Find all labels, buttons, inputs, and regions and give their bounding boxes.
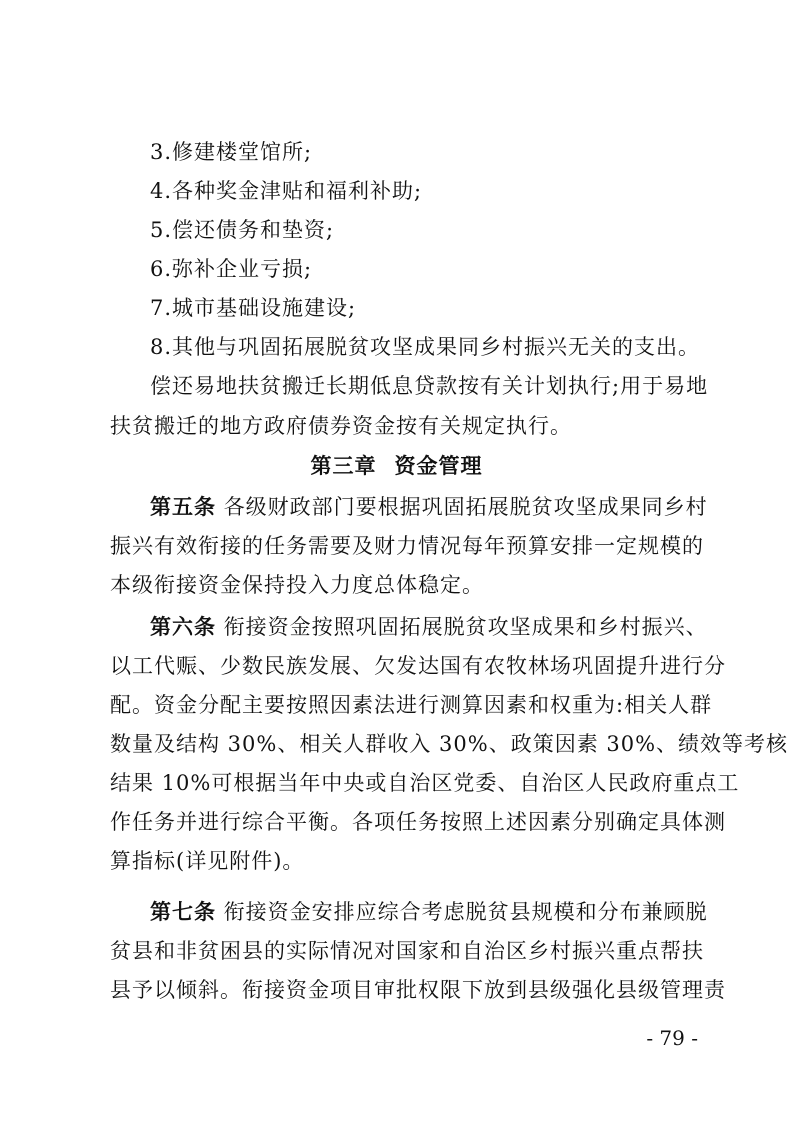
article-6-text: 衔接资金按照巩固拓展脱贫攻坚成果和乡村振兴、 — [223, 615, 708, 639]
article-5-label: 第五条 — [150, 495, 216, 519]
paragraph-line: 县予以倾斜。衔接资金项目审批权限下放到县级强化县级管理责 — [110, 978, 726, 1002]
paragraph-line: 结果 10%可根据当年中央或自治区党委、自治区人民政府重点工 — [110, 771, 740, 795]
list-item-6: 6.弥补企业亏损; — [150, 257, 313, 281]
paragraph-line: 算指标(详见附件)。 — [110, 849, 305, 873]
paragraph-line: 振兴有效衔接的任务需要及财力情况每年预算安排一定规模的 — [110, 534, 704, 558]
paragraph-line: 作任务并进行综合平衡。各项任务按照上述因素分别确定具体测 — [110, 810, 726, 834]
list-item-4: 4.各种奖金津贴和福利补助; — [150, 179, 423, 203]
paragraph-line: 扶贫搬迁的地方政府债券资金按有关规定执行。 — [110, 414, 572, 438]
article-7-line — [150, 898, 730, 926]
paragraph-line: 配。资金分配主要按照因素法进行测算因素和权重为:相关人群 — [110, 693, 713, 717]
article-6-label: 第六条 — [150, 615, 216, 639]
chapter-number: 第三章 — [310, 454, 377, 478]
article-7-text: 衔接资金安排应综合考虑脱贫县规模和分布兼顾脱 — [223, 900, 708, 924]
paragraph-line: 本级衔接资金保持投入力度总体稳定。 — [110, 573, 484, 597]
list-item-8: 8.其他与巩固拓展脱贫攻坚成果同乡村振兴无关的支出。 — [150, 335, 701, 359]
list-item-5: 5.偿还债务和垫资; — [150, 218, 335, 242]
article-7-label: 第七条 — [150, 900, 216, 924]
page-number: - 79 - — [646, 1026, 698, 1050]
paragraph-line: 以工代赈、少数民族发展、欠发达国有农牧林场巩固提升进行分 — [110, 654, 726, 678]
list-item-3: 3.修建楼堂馆所; — [150, 140, 313, 164]
chapter-heading — [0, 452, 793, 480]
paragraph-line: 贫县和非贫困县的实际情况对国家和自治区乡村振兴重点帮扶 — [110, 939, 704, 963]
article-6-line — [150, 613, 730, 641]
paragraph-line: 数量及结构 30%、相关人群收入 30%、政策因素 30%、绩效等考核 — [110, 732, 789, 756]
list-item-7: 7.城市基础设施建设; — [150, 296, 357, 320]
paragraph-line: 偿还易地扶贫搬迁长期低息贷款按有关计划执行;用于易地 — [150, 374, 709, 398]
chapter-title: 资金管理 — [394, 454, 483, 478]
article-5-text: 各级财政部门要根据巩固拓展脱贫攻坚成果同乡村 — [223, 495, 708, 519]
article-5-line — [150, 493, 730, 521]
